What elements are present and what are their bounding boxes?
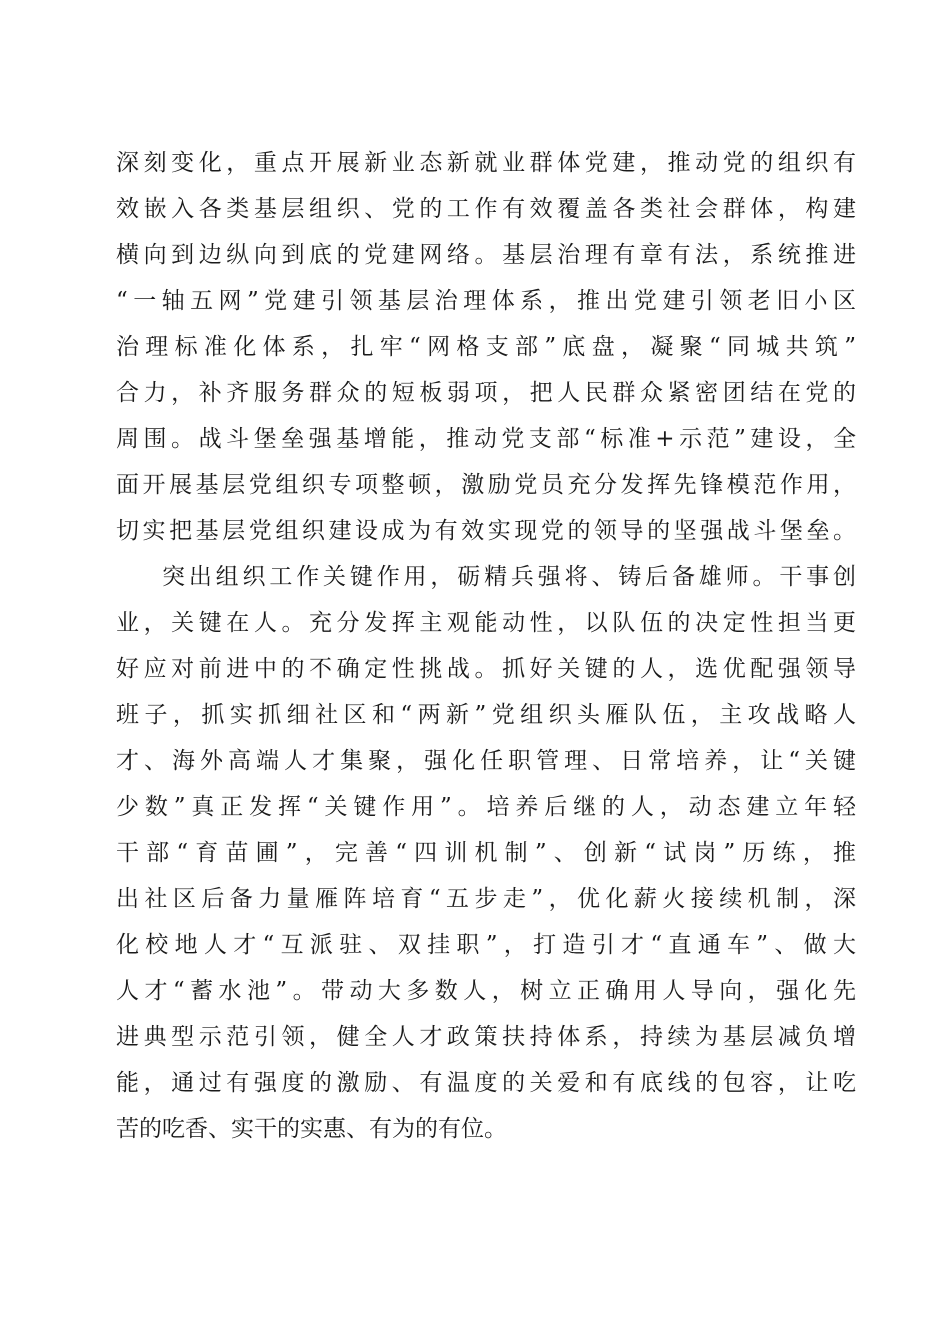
paragraph-line: 出社区后备力量雁阵培育“五步走”，优化薪火接续机制，深 [116,886,856,912]
paragraph-line: 面开展基层党组织专项整顿，激励党员充分发挥先锋模范作用， [116,472,856,498]
paragraph-line: 效嵌入各类基层组织、党的工作有效覆盖各类社会群体，构建 [116,196,856,222]
paragraph-line: 深刻变化，重点开展新业态新就业群体党建，推动党的组织有 [116,150,856,176]
document-body [116,140,856,1152]
paragraph-line: 才、海外高端人才集聚，强化任职管理、日常培养，让“关键 [116,748,856,774]
paragraph-first-line: 突出组织工作关键作用，砺精兵强将、铸后备雄师。干事创 [162,564,856,590]
paragraph-line: 干部“育苗圃”，完善“四训机制”、创新“试岗”历练，推 [116,840,856,866]
paragraph-line: 进典型示范引领，健全人才政策扶持体系，持续为基层减负增 [116,1024,856,1050]
paragraph-line: 班子，抓实抓细社区和“两新”党组织头雁队伍，主攻战略人 [116,702,856,728]
paragraph-line: 切实把基层党组织建设成为有效实现党的领导的坚强战斗堡垒。 [116,518,856,544]
paragraph-line: 能，通过有强度的激励、有温度的关爱和有底线的包容，让吃 [116,1070,856,1096]
paragraph-line: 治理标准化体系，扎牢“网格支部”底盘，凝聚“同城共筑” [116,334,856,360]
paragraph-line: 横向到边纵向到底的党建网络。基层治理有章有法，系统推进 [116,242,856,268]
paragraph-line: 周围。战斗堡垒强基增能，推动党支部“标准+示范”建设，全 [116,426,856,452]
paragraph-line: 好应对前进中的不确定性挑战。抓好关键的人，选优配强领导 [116,656,856,682]
paragraph-line: “一轴五网”党建引领基层治理体系，推出党建引领老旧小区 [116,288,856,314]
paragraph-line: 业，关键在人。充分发挥主观能动性，以队伍的决定性担当更 [116,610,856,636]
paragraph-line: 少数”真正发挥“关键作用”。培养后继的人，动态建立年轻 [116,794,856,820]
paragraph-last-line: 苦的吃香、实干的实惠、有为的有位。 [116,1116,507,1142]
paragraph-line: 合力，补齐服务群众的短板弱项，把人民群众紧密团结在党的 [116,380,856,406]
paragraph-line: 人才“蓄水池”。带动大多数人，树立正确用人导向，强化先 [116,978,856,1004]
paragraph-line: 化校地人才“互派驻、双挂职”，打造引才“直通车”、做大 [116,932,856,958]
